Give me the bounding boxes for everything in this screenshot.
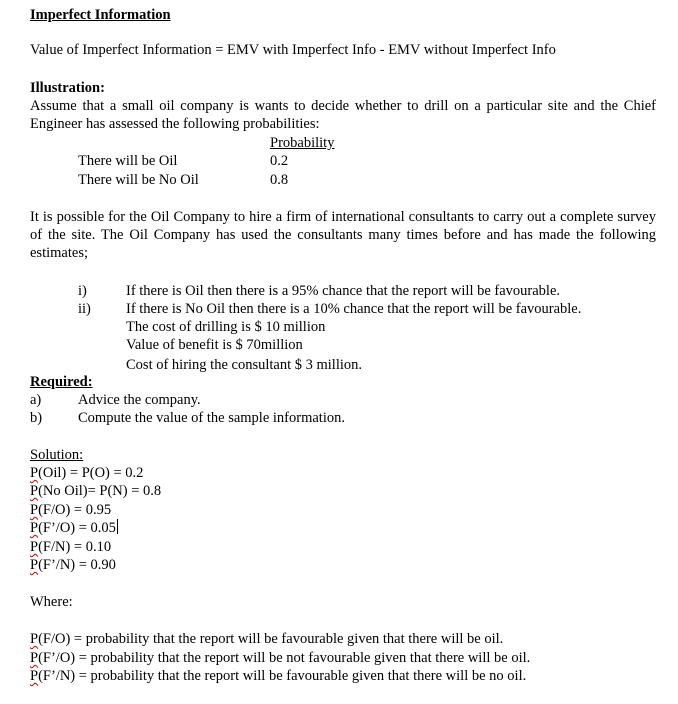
solution-line-text: (F/O) = 0.95: [38, 502, 112, 518]
estimate-num: ii): [78, 301, 91, 317]
fact-consultant-cost: Cost of hiring the consultant $ 3 million.: [126, 357, 363, 373]
solution-line: [30, 464, 143, 482]
solution-line-p: P: [30, 465, 39, 481]
solution-line-p: P: [30, 483, 39, 499]
prob-row-oil-label: There will be Oil: [78, 153, 178, 169]
illustration-intro: Assume that a small oil company is wants to decide whether to drill on a particular site and the Chief Engineer has assessed the following probabilities:: [30, 98, 656, 132]
definition-line-p: P: [30, 668, 39, 684]
solution-line: [30, 501, 111, 519]
required-item-num: b): [30, 410, 43, 426]
solution-title: Solution:: [30, 447, 84, 463]
definition-line-text: (F/O) = probability that the report will be favourable given that there will be oil.: [38, 631, 504, 647]
solution-line-p: P: [30, 557, 39, 573]
estimate-text: If there is Oil then there is a 95% chance that the report will be favourable.: [126, 283, 561, 299]
required-item-text: Advice the company.: [78, 392, 201, 408]
definition-line: [30, 630, 503, 648]
solution-line-p: P: [30, 502, 39, 518]
prob-row-nooil-value: 0.8: [270, 172, 289, 188]
definition-line: [30, 649, 530, 667]
consultant-paragraph: It is possible for the Oil Company to hire a firm of international consultants to carry out a complete survey of the site. The Oil Company has used the consultants many times before and has made the following estimates;: [30, 209, 656, 261]
required-item-num: a): [30, 392, 42, 408]
fact-drilling-cost: The cost of drilling is $ 10 million: [126, 319, 326, 335]
fact-benefit-value: Value of benefit is $ 70million: [126, 337, 303, 353]
definition-line-text: (F’/N) = probability that the report will be favourable given that there will be no oil.: [38, 668, 527, 684]
illustration-title: Illustration:: [30, 80, 105, 96]
solution-line: [30, 556, 116, 574]
prob-row-oil-value: 0.2: [270, 153, 289, 169]
solution-line: [30, 482, 161, 500]
solution-line: [30, 538, 111, 556]
text-cursor: [117, 519, 118, 534]
solution-line-p: P: [30, 520, 39, 536]
solution-line-text: (F’/O) = 0.05: [38, 520, 116, 536]
prob-row-nooil-label: There will be No Oil: [78, 172, 199, 188]
estimate-num: i): [78, 283, 87, 299]
solution-line-p: P: [30, 539, 39, 555]
where-label: Where:: [30, 594, 73, 610]
probability-header: Probability: [270, 135, 335, 151]
definition-line-p: P: [30, 650, 39, 666]
estimate-text: If there is No Oil then there is a 10% chance that the report will be favourable.: [126, 301, 582, 317]
solution-line-text: (F/N) = 0.10: [38, 539, 112, 555]
required-title: Required:: [30, 374, 93, 390]
definition-formula: Value of Imperfect Information = EMV with Imperfect Info - EMV without Imperfect Info: [30, 42, 556, 58]
solution-line-text: (Oil) = P(O) = 0.2: [38, 465, 144, 481]
definition-line-p: P: [30, 631, 39, 647]
page-heading: Imperfect Information: [30, 7, 171, 23]
solution-line: [30, 519, 118, 537]
required-item-text: Compute the value of the sample information.: [78, 410, 345, 426]
solution-line-text: (No Oil)= P(N) = 0.8: [38, 483, 162, 499]
solution-line-text: (F’/N) = 0.90: [38, 557, 116, 573]
definition-line-text: (F’/O) = probability that the report will be not favourable given that there will be oil.: [38, 650, 531, 666]
definition-line: [30, 667, 526, 685]
